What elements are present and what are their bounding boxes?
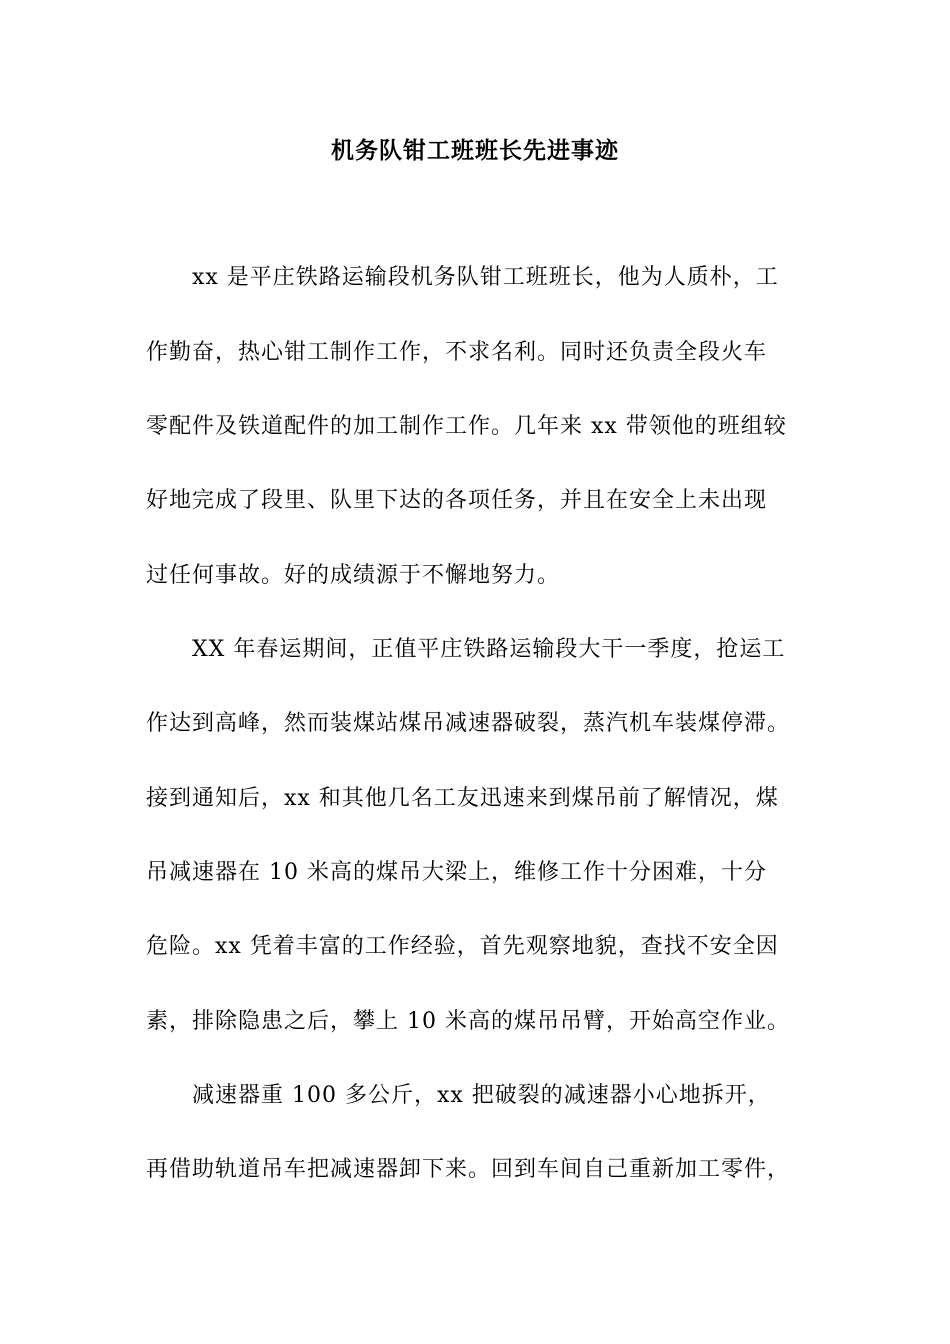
paragraph-1-line-5: 过任何事故。好的成绩源于不懈地努力。 — [146, 563, 561, 588]
paragraph-2-line-4: 吊减速器在 10 米高的煤吊大梁上，维修工作十分困难，十分 — [146, 860, 767, 885]
paragraph-1-line-1: xx 是平庄铁路运输段机务队钳工班班长，他为人质朴，工 — [192, 265, 779, 290]
paragraph-3-line-2: 再借助轨道吊车把减速器卸下来。回到车间自己重新加工零件， — [146, 1157, 791, 1182]
paragraph-2-line-1: XX 年春运期间，正值平庄铁路运输段大干一季度，抢运工 — [192, 637, 786, 662]
paragraph-3-line-1: 减速器重 100 多公斤，xx 把破裂的减速器小心地拆开， — [192, 1083, 771, 1108]
paragraph-1-line-3: 零配件及铁道配件的加工制作工作。几年来 xx 带领他的班组较 — [146, 414, 787, 439]
document-title: 机务队钳工班班长先进事迹 — [331, 137, 619, 164]
paragraph-2-line-6: 素，排除隐患之后，攀上 10 米高的煤吊吊臂，开始高空作业。 — [146, 1009, 790, 1034]
paragraph-2-line-3: 接到通知后，xx 和其他几名工友迅速来到煤吊前了解情况，煤 — [146, 786, 779, 811]
paragraph-1-line-2: 作勤奋，热心钳工制作工作，不求名利。同时还负责全段火车 — [146, 340, 768, 365]
paragraph-1-line-4: 好地完成了段里、队里下达的各项任务，并且在安全上未出现 — [146, 488, 768, 513]
paragraph-2-line-5: 危险。xx 凭着丰富的工作经验，首先观察地貌，查找不安全因 — [146, 934, 779, 959]
paragraph-2-line-2: 作达到高峰，然而装煤站煤吊减速器破裂，蒸汽机车装煤停滞。 — [146, 711, 791, 736]
